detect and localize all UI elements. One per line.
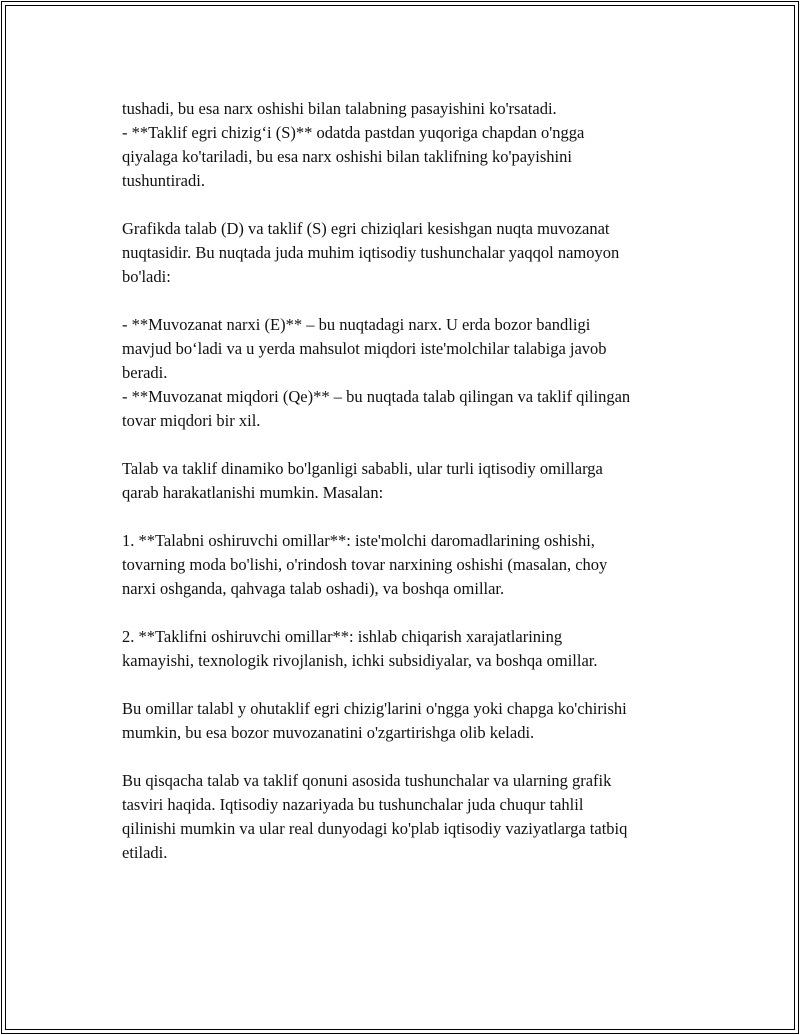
paragraph-gap bbox=[122, 673, 702, 697]
text-line: Grafikda talab (D) va taklif (S) egri chiziqlari kesishgan nuqta muvozanat bbox=[122, 219, 610, 238]
paragraph-gap bbox=[122, 289, 702, 313]
text-line: Talab va taklif dinamiko bo'lganligi sababli, ular turli iqtisodiy omillarga bbox=[122, 459, 603, 478]
paragraph-gap bbox=[122, 745, 702, 769]
text-line: beradi. bbox=[122, 363, 168, 382]
text-line: Bu qisqacha talab va taklif qonuni asosida tushunchalar va ularning grafik bbox=[122, 771, 612, 790]
text-line: - **Muvozanat miqdori (Qe)** – bu nuqtada talab qilingan va taklif qilingan bbox=[122, 387, 631, 406]
text-line: narxi oshganda, qahvaga talab oshadi), va boshqa omillar. bbox=[122, 579, 505, 598]
text-line: - **Muvozanat narxi (E)** – bu nuqtadagi narx. U erda bozor bandligi bbox=[122, 315, 591, 334]
document-body bbox=[122, 97, 702, 865]
text-line: tasviri haqida. Iqtisodiy nazariyada bu tushunchalar juda chuqur tahlil bbox=[122, 795, 584, 814]
paragraph-gap bbox=[122, 601, 702, 625]
text-line: - **Taklif egri chizig‘i (S)** odatda pastdan yuqoriga chapdan o'ngga bbox=[122, 123, 585, 142]
text-line: etiladi. bbox=[122, 843, 168, 862]
text-line: bo'ladi: bbox=[122, 267, 171, 286]
text-line: Bu omillar talabl y ohutaklif egri chizig'larini o'ngga yoki chapga ko'chirishi bbox=[122, 699, 627, 718]
text-line: mavjud bo‘ladi va u yerda mahsulot miqdori iste'molchilar talabiga javob bbox=[122, 339, 607, 358]
text-line: tushadi, bu esa narx oshishi bilan talabning pasayishini ko'rsatadi. bbox=[122, 99, 557, 118]
paragraph-gap bbox=[122, 433, 702, 457]
text-line: nuqtasidir. Bu nuqtada juda muhim iqtisodiy tushunchalar yaqqol namoyon bbox=[122, 243, 620, 262]
text-line: mumkin, bu esa bozor muvozanatini o'zgartirishga olib keladi. bbox=[122, 723, 535, 742]
text-line: tushuntiradi. bbox=[122, 171, 205, 190]
page-border bbox=[5, 5, 795, 1030]
text-line: 1. **Talabni oshiruvchi omillar**: iste'molchi daromadlarining oshishi, bbox=[122, 531, 595, 550]
text-line: qilinishi mumkin va ular real dunyodagi ko'plab iqtisodiy vaziyatlarga tatbiq bbox=[122, 819, 628, 838]
paragraph-gap bbox=[122, 193, 702, 217]
text-line: qiyalaga ko'tariladi, bu esa narx oshishi bilan taklifning ko'payishini bbox=[122, 147, 572, 166]
paragraph-gap bbox=[122, 505, 702, 529]
text-line: qarab harakatlanishi mumkin. Masalan: bbox=[122, 483, 384, 502]
text-line: tovarning moda bo'lishi, o'rindosh tovar narxining oshishi (masalan, choy bbox=[122, 555, 608, 574]
document-page bbox=[1, 1, 799, 1034]
text-line: 2. **Taklifni oshiruvchi omillar**: ishlab chiqarish xarajatlarining bbox=[122, 627, 563, 646]
text-line: tovar miqdori bir xil. bbox=[122, 411, 261, 430]
text-line: kamayishi, texnologik rivojlanish, ichki subsidiyalar, va boshqa omillar. bbox=[122, 651, 598, 670]
